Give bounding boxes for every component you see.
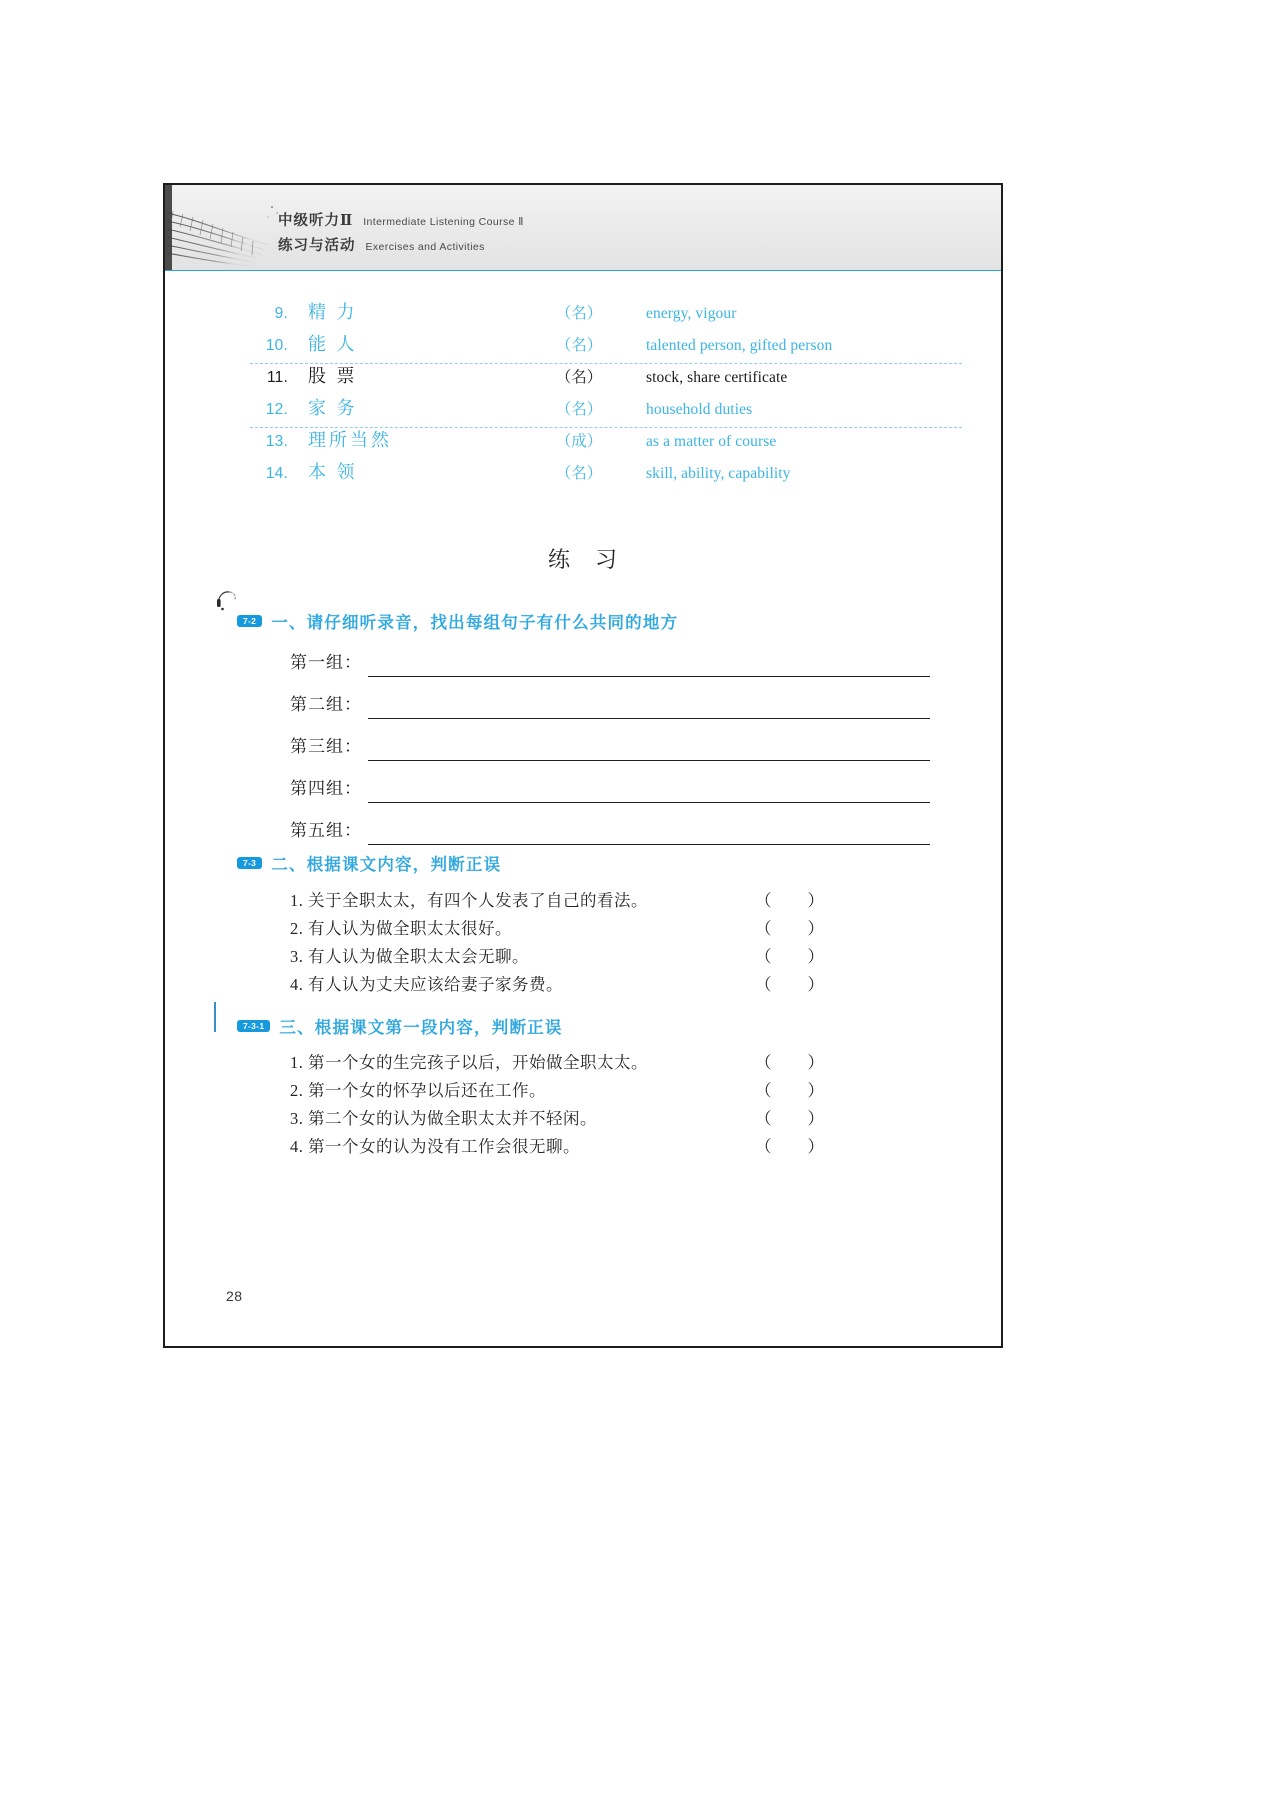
true-false-answer-box[interactable]: （ ） (755, 947, 825, 966)
true-false-row (290, 1133, 930, 1161)
true-false-row (290, 1049, 930, 1077)
answer-blank-line[interactable] (368, 718, 930, 719)
vocabulary-definition: skill, ability, capability (646, 465, 791, 482)
answer-blank-label: 第一组： (290, 653, 362, 672)
answer-blank-line[interactable] (368, 676, 930, 677)
vocabulary-number: 13. (265, 433, 288, 450)
vocabulary-definition: stock, share certificate (646, 369, 788, 386)
true-false-statement: 4. 有人认为丈夫应该给妻子家务费。 (290, 975, 563, 994)
running-header (165, 185, 1001, 271)
answer-blank-label: 第五组： (290, 821, 362, 840)
true-false-answer-box[interactable]: （ ） (755, 1053, 825, 1072)
exercises-heading-char2: 习 (595, 547, 619, 572)
true-false-answer-box[interactable]: （ ） (755, 1109, 825, 1128)
section-header-two (237, 851, 501, 875)
answer-blank-row (290, 677, 930, 719)
answer-blank-line[interactable] (368, 802, 930, 803)
vocabulary-row (250, 298, 950, 330)
answer-blanks-group (290, 635, 930, 845)
true-false-answer-box[interactable]: （ ） (755, 891, 825, 910)
vocabulary-word: 理所当然 (308, 430, 392, 450)
vocabulary-part-of-speech: （成） (555, 433, 603, 450)
vocabulary-word: 能 人 (308, 334, 358, 354)
true-false-answer-box[interactable]: （ ） (755, 919, 825, 938)
audio-track-badge-1[interactable]: 7-2 (237, 615, 262, 628)
audio-track-badge-2[interactable]: 7-3 (237, 857, 262, 870)
vocabulary-definition: household duties (646, 401, 753, 418)
answer-blank-row (290, 803, 930, 845)
vocabulary-number: 9. (274, 305, 288, 322)
vocabulary-part-of-speech: （名） (555, 465, 603, 482)
true-false-statement: 1. 关于全职太太，有四个人发表了自己的看法。 (290, 891, 648, 910)
true-false-statement: 2. 第一个女的怀孕以后还在工作。 (290, 1081, 546, 1100)
true-false-row (290, 915, 930, 943)
section-title-one: 一、请仔细听录音，找出每组句子有什么共同的地方 (271, 614, 679, 632)
answer-blank-line[interactable] (368, 760, 930, 761)
header-subtitle-english: Exercises and Activities (365, 241, 485, 253)
vocabulary-definition: as a matter of course (646, 433, 777, 450)
true-false-statement: 3. 第二个女的认为做全职太太并不轻闲。 (290, 1109, 597, 1128)
vocabulary-row (250, 458, 950, 490)
header-title-chinese: 中级听力Ⅱ (278, 213, 354, 229)
section-header-three (237, 1014, 563, 1038)
vocabulary-row (250, 362, 950, 394)
vocabulary-part-of-speech: （名） (555, 337, 603, 354)
answer-blank-row (290, 635, 930, 677)
true-false-statement: 2. 有人认为做全职太太很好。 (290, 919, 512, 938)
true-false-row (290, 887, 930, 915)
feather-decoration-icon (165, 193, 295, 271)
true-false-list-three (290, 1049, 930, 1161)
vocabulary-row (250, 426, 950, 458)
vocabulary-part-of-speech: （名） (555, 369, 603, 386)
true-false-row (290, 971, 930, 999)
header-subtitle-chinese: 练习与活动 (278, 238, 356, 254)
answer-blank-label: 第三组： (290, 737, 362, 756)
vocabulary-number: 14. (265, 465, 288, 482)
book-page-frame (163, 183, 1003, 1348)
answer-blank-row (290, 761, 930, 803)
true-false-list-two (290, 887, 930, 999)
audio-track-badge-3[interactable]: 7-3-1 (237, 1020, 270, 1033)
vocabulary-number: 12. (265, 401, 288, 418)
vocabulary-number: 11. (267, 369, 288, 386)
vocabulary-word: 家 务 (308, 398, 358, 418)
true-false-answer-box[interactable]: （ ） (755, 1137, 825, 1156)
vocabulary-number: 10. (265, 337, 288, 354)
answer-blank-row (290, 719, 930, 761)
section-title-three: 三、根据课文第一段内容，判断正误 (279, 1019, 563, 1037)
section-header-one (237, 609, 678, 633)
vocabulary-row (250, 394, 950, 426)
exercises-heading (165, 543, 1001, 574)
true-false-statement: 3. 有人认为做全职太太会无聊。 (290, 947, 529, 966)
answer-blank-line[interactable] (368, 844, 930, 845)
vocabulary-part-of-speech: （名） (555, 305, 603, 322)
answer-blank-label: 第二组： (290, 695, 362, 714)
true-false-row (290, 1105, 930, 1133)
true-false-answer-box[interactable]: （ ） (755, 1081, 825, 1100)
header-title-block (278, 209, 524, 259)
section-side-tick (214, 1002, 216, 1032)
header-accent-rule (165, 270, 1001, 271)
true-false-row (290, 943, 930, 971)
section-title-two: 二、根据课文内容，判断正误 (271, 856, 502, 874)
vocabulary-definition: energy, vigour (646, 305, 737, 322)
header-title-english: Intermediate Listening Course Ⅱ (363, 216, 524, 228)
vocabulary-word: 本 领 (308, 462, 358, 482)
vocabulary-word: 精 力 (308, 302, 358, 322)
true-false-answer-box[interactable]: （ ） (755, 975, 825, 994)
true-false-statement: 4. 第一个女的认为没有工作会很无聊。 (290, 1137, 580, 1156)
true-false-row (290, 1077, 930, 1105)
vocabulary-list (250, 298, 950, 490)
vocabulary-word: 股 票 (308, 366, 358, 386)
vocabulary-definition: talented person, gifted person (646, 337, 833, 354)
true-false-statement: 1. 第一个女的生完孩子以后，开始做全职太太。 (290, 1053, 648, 1072)
answer-blank-label: 第四组： (290, 779, 362, 798)
vocabulary-part-of-speech: （名） (555, 401, 603, 418)
vocabulary-row (250, 330, 950, 362)
exercises-heading-char1: 练 (547, 547, 571, 572)
page-number: 28 (226, 1288, 243, 1304)
